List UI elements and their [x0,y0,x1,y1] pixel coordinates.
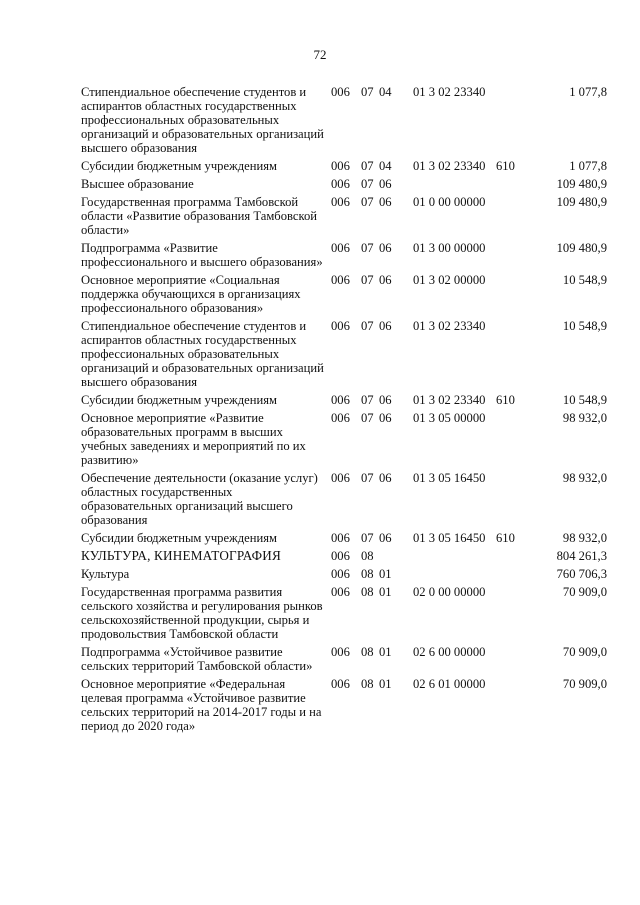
row-section-code: 07 [361,319,374,333]
row-amount: 1 077,8 [569,159,607,173]
row-subsection-code: 01 [379,677,392,691]
row-subsection-code: 01 [379,567,392,581]
row-amount: 70 909,0 [562,645,607,659]
row-ministry-code: 006 [331,411,350,425]
row-section-code: 07 [361,273,374,287]
row-target-article: 01 3 02 23340 [413,85,486,99]
row-amount: 98 932,0 [562,471,607,485]
row-section-code: 08 [361,549,374,563]
row-section-code: 07 [361,531,374,545]
row-target-article: 01 3 05 16450 [413,471,486,485]
table-row [81,677,607,733]
row-section-code: 07 [361,195,374,209]
row-name: Подпрограмма «Развитие профессионального и высшего образования» [81,241,323,269]
row-name: Государственная программа развития сельского хозяйства и регулирования рынков сельскохозяйственной продукции, сырья и продовольствия Тамбовской области [81,585,323,641]
row-subsection-code: 06 [379,411,392,425]
row-target-article: 02 6 01 00000 [413,677,486,691]
row-target-article: 01 3 02 23340 [413,159,486,173]
row-ministry-code: 006 [331,645,350,659]
row-expense-type: 610 [496,159,515,173]
row-target-article: 02 0 00 00000 [413,585,486,599]
row-amount: 1 077,8 [569,85,607,99]
row-name: Основное мероприятие «Развитие образовательных программ в высших учебных заведениях и мероприятий по их развитию» [81,411,306,467]
table-row [81,85,607,155]
row-name: Стипендиальное обеспечение студентов и аспирантов областных государственных профессиональных образовательных организаций и образовательных организаций высшего образования [81,85,324,155]
table-row [81,549,607,563]
row-target-article: 01 3 05 16450 [413,531,486,545]
row-target-article: 01 0 00 00000 [413,195,486,209]
row-name: Высшее образование [81,177,194,191]
row-amount: 98 932,0 [562,411,607,425]
table-row [81,273,607,315]
row-amount: 70 909,0 [562,585,607,599]
row-subsection-code: 04 [379,159,392,173]
row-ministry-code: 006 [331,567,350,581]
row-amount: 10 548,9 [562,393,607,407]
row-name: Основное мероприятие «Социальная поддержка обучающихся в организациях профессионального образования» [81,273,301,315]
row-subsection-code: 06 [379,319,392,333]
row-subsection-code: 04 [379,85,392,99]
row-name: Субсидии бюджетным учреждениям [81,393,277,407]
row-section-code: 08 [361,567,374,581]
row-ministry-code: 006 [331,677,350,691]
row-section-code: 08 [361,645,374,659]
row-subsection-code: 06 [379,471,392,485]
row-ministry-code: 006 [331,319,350,333]
row-section-code: 07 [361,471,374,485]
row-section-code: 07 [361,411,374,425]
row-target-article: 01 3 00 00000 [413,241,486,255]
row-amount: 10 548,9 [562,319,607,333]
row-ministry-code: 006 [331,195,350,209]
table-row [81,531,607,545]
row-ministry-code: 006 [331,585,350,599]
row-name: Субсидии бюджетным учреждениям [81,531,277,545]
row-subsection-code: 06 [379,177,392,191]
row-ministry-code: 006 [331,241,350,255]
row-section-code: 08 [361,585,374,599]
row-amount: 760 706,3 [556,567,607,581]
row-section-code: 07 [361,393,374,407]
table-row [81,241,607,269]
table-row [81,645,607,673]
row-name: Субсидии бюджетным учреждениям [81,159,277,173]
table-row [81,585,607,641]
page-number: 72 [313,47,327,62]
table-row [81,177,607,191]
row-ministry-code: 006 [331,549,350,563]
row-amount: 109 480,9 [556,195,607,209]
row-name: КУЛЬТУРА, КИНЕМАТОГРАФИЯ [81,548,281,563]
row-ministry-code: 006 [331,531,350,545]
row-ministry-code: 006 [331,273,350,287]
row-target-article: 02 6 00 00000 [413,645,486,659]
table-row [81,159,607,173]
table-row [81,471,607,527]
table-row [81,195,607,237]
row-name: Обеспечение деятельности (оказание услуг) областных государственных образовательных организаций высшего образования [81,471,318,527]
row-subsection-code: 06 [379,393,392,407]
row-section-code: 08 [361,677,374,691]
row-target-article: 01 3 05 00000 [413,411,486,425]
row-ministry-code: 006 [331,177,350,191]
row-name: Государственная программа Тамбовской области «Развитие образования Тамбовской области» [81,195,317,237]
row-ministry-code: 006 [331,85,350,99]
row-subsection-code: 01 [379,645,392,659]
row-amount: 109 480,9 [556,177,607,191]
row-amount: 10 548,9 [562,273,607,287]
row-section-code: 07 [361,85,374,99]
row-expense-type: 610 [496,393,515,407]
row-name: Культура [81,567,130,581]
row-section-code: 07 [361,159,374,173]
row-target-article: 01 3 02 00000 [413,273,486,287]
row-amount: 70 909,0 [562,677,607,691]
row-ministry-code: 006 [331,159,350,173]
table-row [81,393,607,407]
row-target-article: 01 3 02 23340 [413,319,486,333]
row-section-code: 07 [361,241,374,255]
row-section-code: 07 [361,177,374,191]
row-subsection-code: 06 [379,273,392,287]
row-ministry-code: 006 [331,471,350,485]
table-row [81,567,607,581]
row-subsection-code: 06 [379,531,392,545]
row-amount: 98 932,0 [562,531,607,545]
row-subsection-code: 01 [379,585,392,599]
budget-table [81,85,607,737]
row-name: Стипендиальное обеспечение студентов и аспирантов областных государственных профессиональных образовательных организаций и образовательных организаций высшего образования [81,319,324,389]
row-name: Подпрограмма «Устойчивое развитие сельских территорий Тамбовской области» [81,645,313,673]
row-subsection-code: 06 [379,195,392,209]
table-row [81,319,607,389]
row-expense-type: 610 [496,531,515,545]
row-name: Основное мероприятие «Федеральная целевая программа «Устойчивое развитие сельских территорий на 2014-2017 годы и на период до 2020 года» [81,677,322,733]
row-amount: 804 261,3 [556,549,607,563]
row-target-article: 01 3 02 23340 [413,393,486,407]
row-subsection-code: 06 [379,241,392,255]
row-ministry-code: 006 [331,393,350,407]
table-row [81,411,607,467]
row-amount: 109 480,9 [556,241,607,255]
